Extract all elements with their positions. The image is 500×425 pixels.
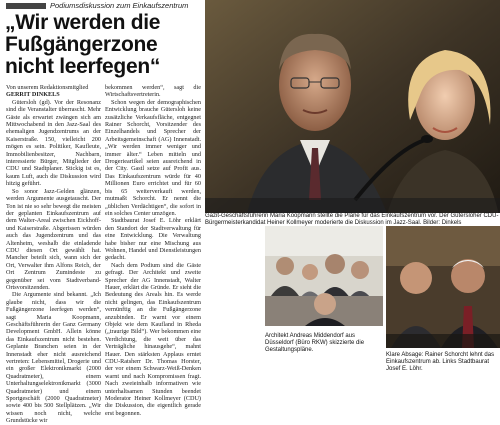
schorcht-photo-image [386, 226, 500, 348]
article-column-1 [6, 84, 101, 425]
headline-line-3: nicht leerfegen“ [5, 55, 161, 78]
column-2-paragraph: Schon wegen der demographischen Entwicklung brauche Gütersloh keine zusätzliche Verkaufsfläche, entgegnet Rainer Schorcht, Vorsitzender des Einzelhandels und Sprecher der Arbeitsgemeinschaft (AG) Innenstadt. „Wir werden immer weniger und immer älter.“ Leben mitteln und Drogerieartikel seien ausreichend in der City. Gastl setze auf Profit aus. Das Einkaufszentrum würde für 40 Millionen Euro errichtet und für 60 bis 65 weiterverkauft werden, mutmaßt Schorcht. Er nennt die „üblichen Verdächtigen“, die sofort in ein solches Center umzögen. [105, 98, 201, 217]
column-1-paragraph: Gütersloh (gd). Vor der Resonanz sind die Veranstalter überrascht. Mehr Gäste als erwartet zwängen sich am Mittwochabend in den Jazz-Saal des ehemaligen Jugendzentrums an der Kaiserstraße. 150, vielleicht 200 mögen es sein. Politiker, Kaufleute, Immobilienbesitzer, Nachbarn, interessierte Bürger, Mitglieder der CDU und Stadtplaner. Stickig ist es, kaum Luft, auch die Diskussion wird hitzig geführt. [6, 98, 101, 188]
byline-label: Von unserem Redaktionsmitglied [6, 84, 89, 91]
schorcht-photo [386, 226, 500, 348]
column-2-paragraph: bekommen werden“, sagt die Wirtschaftsvertreterin. [105, 84, 201, 99]
column-1-paragraph: Die Argumente sind bekannt. „Ich glaube nicht, dass wir die Fußgängerzone leerfegen werden“, sagt Maria Koopmann, Geschäftsführerin der Ganz Germany Development GmbH. Allein könne das Einkaufszentrum nicht bestehen. Geplante Branchen seien in der Innenstadt eher nicht ausreichend vertreten: Lebensmittel, Drogerie und ein großer Elektronikmarkt (2000 Quadratmeter), einem Unterhaltungselektronikmarkt (3000 Quadratmeter) und einem Sportgeschäft (2000 Quadratmeter) sowie 400 bis 500 Stellplätzen. „Wir wissen noch nicht, welche Grundstücke wir [6, 291, 101, 425]
main-photo [205, 0, 500, 222]
headline-line-2: Fußgängerzone [5, 33, 158, 56]
headline-line-1: „Wir werden die [5, 11, 161, 34]
architect-photo [265, 226, 383, 326]
article-column-2 [105, 84, 201, 417]
kicker-text: Podiumsdiskussion zum Einkaufszentrum [50, 1, 189, 10]
column-2-paragraph: Stadtbaurat Josef E. Löhr erklärt den Standort der Stadtverwaltung für eine Entwicklung. Die Verwaltung habe bisher nur eine Mischung aus Wohnen, Handel und Dienstleistungen gedacht. [105, 217, 201, 262]
column-1-paragraph: So sonor Jazz-Gelden glänzen, werden Argumente ausgetauscht. Der Ton ist nie so sehr bewegt die meisten der geplanten Einkaufszentrum auf dem Walter-Areal zwischen Eickhoff- und Kaiserstraße. Abgerissen würden auch das Jugendzentrum und das Altenheim, weshalb die einladende CDU diesen Ort gewählt hat. Mancher beteilt sich, wann sich der Ort, Verwalter ihm Alfons Reich, der Ort Zentrum Zumindeste zu gegenüber sei vom Stadtverband-Ortsvorsitzenden. [6, 187, 101, 291]
main-caption-text: Gazit-Geschäftsführerin Maria Koopmann stellte die Pläne für das Einkaufszentrum vor. Der Gütersloher CDU-Bürgermeisterkandidat Heiner Kollmeyer moderierte die Diskussion im Jazz-Saal. Bilder: Dinkels [205, 213, 499, 227]
main-photo-image [205, 0, 500, 222]
schorcht-caption: Klare Absage: Rainer Schorcht lehnt das Einkaufszentrum ab. Links Stadtbaurat Josef E. Löhr. [386, 352, 495, 373]
article-kicker [6, 1, 188, 10]
kicker-bar [6, 3, 46, 9]
architect-photo-image [265, 226, 383, 326]
byline-author: GERRIT DINKELS [6, 91, 60, 99]
article-headline [5, 12, 200, 78]
architect-caption: Architekt Andreas Middendorf aus Düsseldorf (Büro RKW) skizzierte die Gestaltungspläne. [265, 333, 365, 354]
column-2-paragraph: Nach dem Podium sind die Gäste gefragt. Der Architekt und zweite Sprecher der AG Innenstadt, Walter Hauer, erklärt die Gründe. Er sieht die Bedeutung des Areals hin. Es werde nicht gelingen, das Einkaufszentrum vernünftig an die Fußgängerzone anzubinden. Er warnt vor einem Objekt wie dem Kaufland in Rheda („traurige Bild“). Wer bekommen eine Verdichtung, die weit über das Verträgliche hinausgehe“, mahnt Hauer. Den stärksten Applaus erntet CDU-Ratsherr Dr. Thomas Horster, der vor einem Schwarz-Weiß-Denken warnt und nach Kompromissen fragt. Nach zweieinhalb informativen wie unterhaltsamen Stunden beendet Moderator Heiner Kollmeyer (CDU) die Diskussion, die eigentlich gerade erst begonnen. [105, 261, 201, 417]
